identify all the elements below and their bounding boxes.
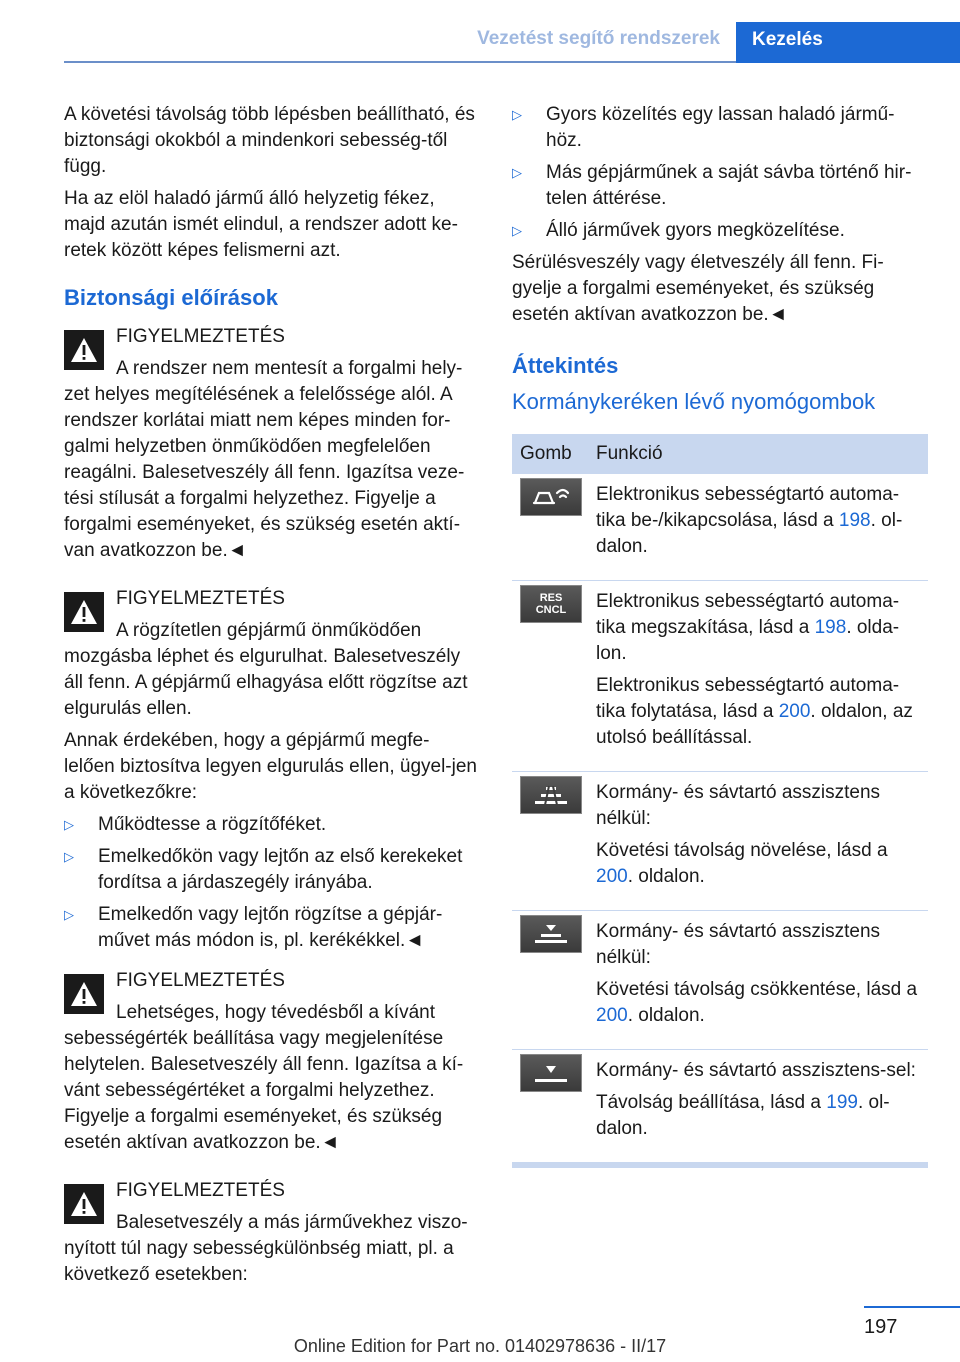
danger-list [512,102,928,244]
warning-triangle-icon [64,1184,104,1224]
cruise-control-icon [520,478,582,516]
list-item: ▷ Gyors közelítés egy lassan haladó jármű-höz. [512,104,895,151]
intro-paragraph-1: A követési távolság több lépésben beállítható, és biztonsági okokból a mindenkori sebesség-től függ. [64,104,475,177]
function-cell: Kormány- és sávtartó asszisztens nélkül: Követési távolság növelése, lásd a 200. oldalon. [588,772,928,911]
safety-heading: Biztonsági előírások [64,285,278,310]
res-cncl-icon: RES CNCL [520,585,582,623]
injury-paragraph: Sérülésveszély vagy életveszély áll fenn. Fi-gyelje a forgalmi eseményeket, és szükség esetén aktívan avatkozzon be.◄ [512,252,884,325]
page-link[interactable]: 198 [838,510,871,531]
table-header-row [512,434,928,474]
triangle-bullet-icon: ▷ [512,107,522,122]
right-column [512,102,928,1168]
column-header-funkcio: Funkció [588,434,928,474]
warning-title: FIGYELMEZTETÉS [116,588,285,609]
page-number-rule [864,1306,960,1308]
page-link[interactable]: 200 [596,1005,628,1026]
list-item: ▷ Más gépjárműnek a saját sávba történő hir-telen áttérése. [512,162,912,209]
page-link[interactable]: 199 [826,1092,858,1113]
function-cell: Kormány- és sávtartó asszisztens nélkül: Követési távolság csökkentése, lásd a 200. oldalon. [588,911,928,1050]
triangle-bullet-icon: ▷ [512,223,522,238]
button-table [512,434,928,1163]
column-header-gomb: Gomb [512,434,588,474]
warning-text: Lehetséges, hogy tévedésből a kívánt sebességérték beállítása vagy megjelenítése helytelen. Balesetveszély áll fenn. Igazítsa a kí-vánt sebességértéket a forgalmi helyzethez. Figyelje a forgalmi eseményeket, és szükség esetén aktívan avatkozzon be.◄ [64,1002,464,1153]
table-row [512,1050,928,1163]
triangle-bullet-icon: ▷ [64,907,74,922]
distance-setting-icon [520,1054,582,1092]
parking-paragraph: Annak érdekében, hogy a gépjármű megfe-lelően biztosítva legyen elgurulás ellen, ügyel-jen a következőkre: [64,730,477,803]
table-row [512,911,928,1050]
function-cell: Kormány- és sávtartó asszisztens-sel: Távolság beállítása, lásd a 199. ol-dalon. [588,1050,928,1163]
triangle-bullet-icon: ▷ [64,849,74,864]
page-number: 197 [864,1316,898,1338]
warning-triangle-icon [64,974,104,1014]
table-end-rule [512,1163,928,1168]
distance-decrease-icon [520,915,582,953]
triangle-bullet-icon: ▷ [512,165,522,180]
table-row [512,772,928,911]
function-cell: Elektronikus sebességtartó automa-tika be-/kikapcsolása, lásd a 198. ol-dalon. [588,474,928,581]
warning-block-1 [64,324,480,564]
page-link[interactable]: 198 [814,617,847,638]
warning-triangle-icon [64,592,104,632]
left-column [64,102,480,1288]
list-item: ▷ Emelkedőn vagy lejtőn rögzítse a gépjár-művet más módon is, pl. kerékékkel.◄ [64,904,443,951]
page-link[interactable]: 200 [778,701,811,722]
header-section-title: Vezetést segítő rendszerek [477,28,720,49]
warning-text: Balesetveszély a más járművekhez viszo-nyított túl nagy sebességkülönbség miatt, pl. a következő esetekben: [64,1212,468,1285]
warning-block-2 [64,586,480,722]
footer-edition: Online Edition for Part no. 01402978636 - II/17 [293,1336,667,1356]
warning-block-3 [64,968,480,1156]
table-row [512,581,928,772]
header-chapter-tab: Kezelés [736,22,960,63]
warning-text: A rögzítetlen gépjármű önműködően mozgásba léphet és elgurulhat. Balesetveszély áll fenn. A gépjármű elhagyása előtt rögzítse azt elgurulás ellen. [64,620,468,719]
warning-triangle-icon [64,330,104,370]
overview-heading: Áttekintés [512,353,619,378]
triangle-bullet-icon: ▷ [64,817,74,832]
function-cell: Elektronikus sebességtartó automa-tika megszakítása, lásd a 198. olda-lon. Elektronikus sebességtartó automa-tika folytatása, lásd a 200. oldalon, az utolsó beállítással. [588,581,928,772]
distance-increase-icon [520,776,582,814]
list-item: ▷ Álló járművek gyors megközelítése. [512,218,928,244]
warning-title: FIGYELMEZTETÉS [116,970,285,991]
warning-block-4 [64,1178,480,1288]
warning-text: A rendszer nem mentesít a forgalmi hely-zet helyes megítélésének a felelőssége alól. A rendszer korlátai miatt nem képes minden for-galmi helyzetben önműködően megfelelően reagálni. Balesetveszély áll fenn. Igazítsa veze-tési stílusát a forgalmi helyzethez. Figyelje a forgalmi eseményeket, és szükség esetén aktí-van avatkozzon be.◄ [64,358,465,561]
intro-paragraph-2: Ha az elöl haladó jármű álló helyzetig fékez, majd azután ismét elindul, a rendszer adott ke-retek között képes felismerni azt. [64,188,458,261]
list-item: ▷ Működtesse a rögzítőféket. [64,812,480,838]
warning-title: FIGYELMEZTETÉS [116,326,285,347]
parking-list [64,812,480,954]
list-item: ▷ Emelkedőkön vagy lejtőn az első kerekeket fordítsa a járdaszegély irányába. [64,846,463,893]
warning-title: FIGYELMEZTETÉS [116,1180,285,1201]
buttons-heading: Kormánykeréken lévő nyomógombok [512,389,876,414]
table-row [512,474,928,581]
page-link[interactable]: 200 [596,866,628,887]
